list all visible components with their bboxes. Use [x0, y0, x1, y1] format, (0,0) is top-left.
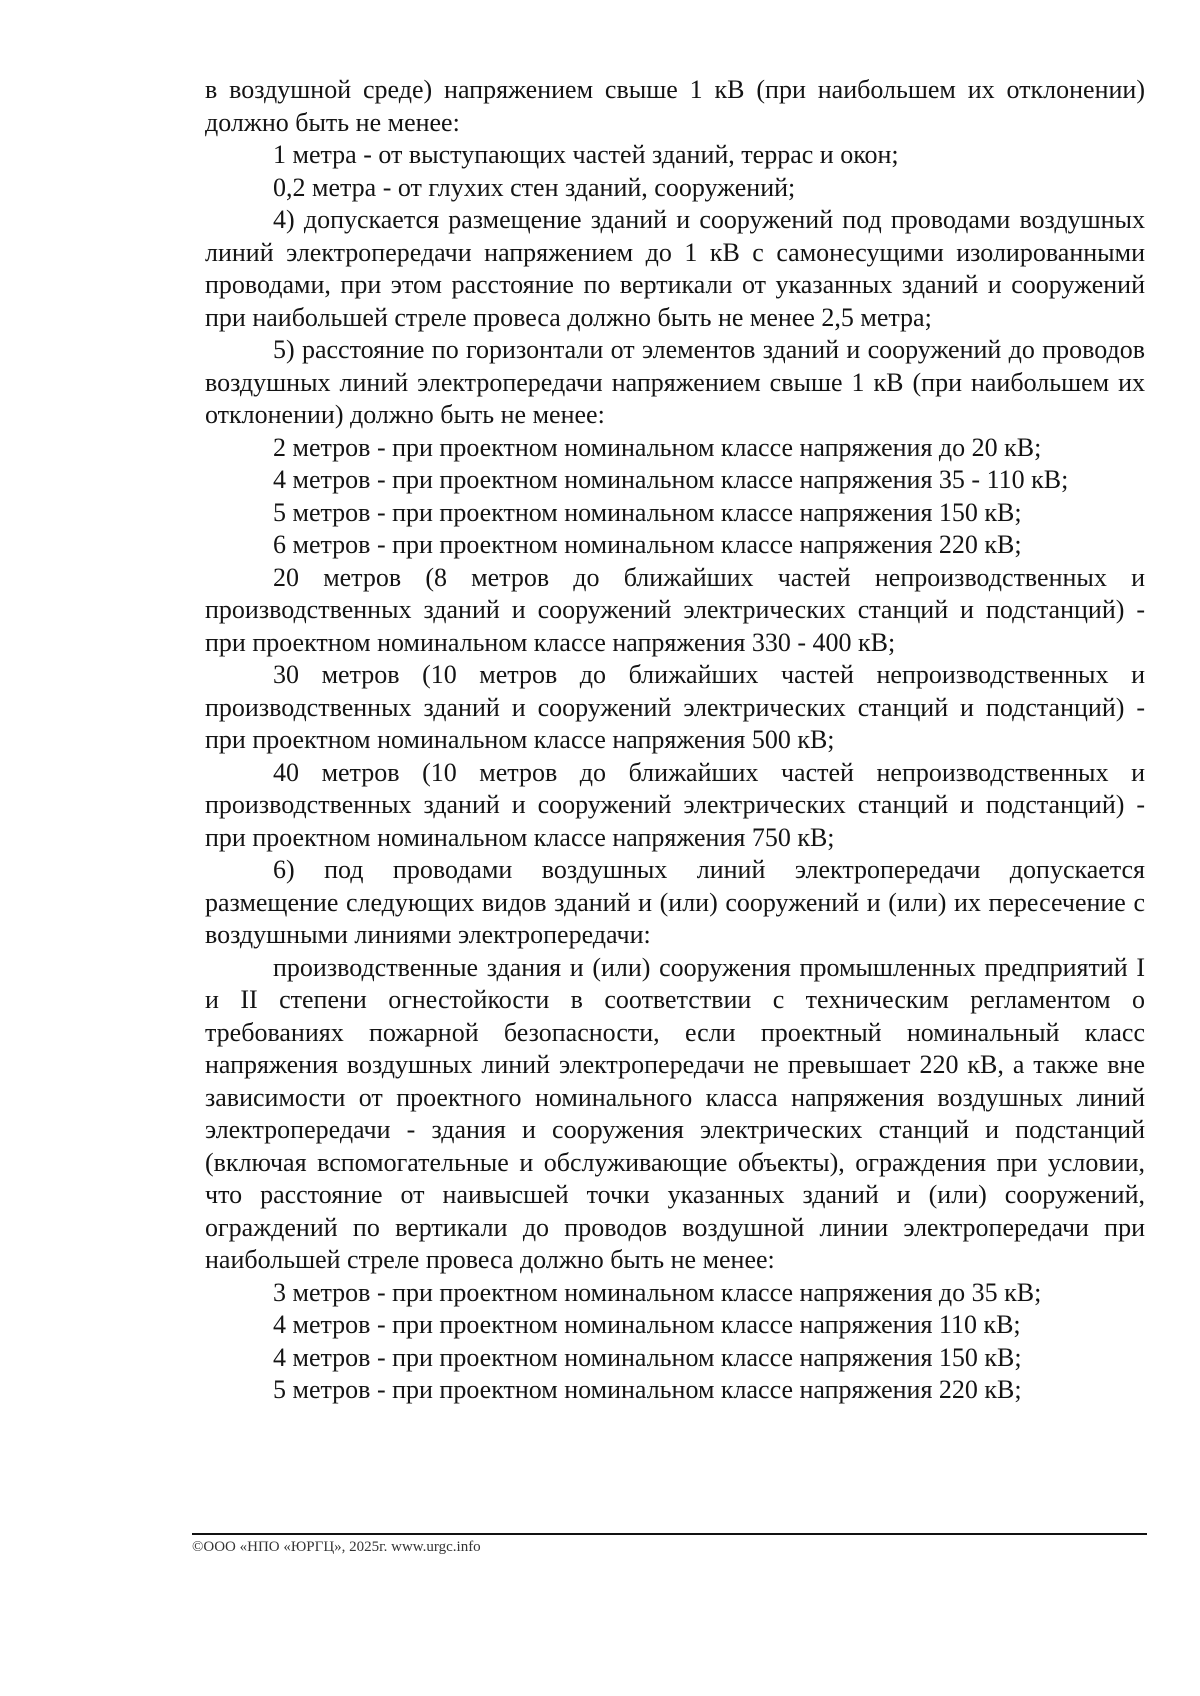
- paragraph: 4) допускается размещение зданий и сооружений под проводами воздушных линий электропередачи напряжением до 1 кВ с самонесущими изолированными проводами, при этом расстояние по вертикали от указанных зданий и сооружений при наибольшей стреле провеса должно быть не менее 2,5 метра;: [205, 205, 1145, 332]
- paragraph: 5) расстояние по горизонтали от элементов зданий и сооружений до проводов воздушных линий электропередачи напряжением свыше 1 кВ (при наибольшем их отклонении) должно быть не менее:: [205, 335, 1145, 429]
- paragraph: производственные здания и (или) сооружения промышленных предприятий I и II степени огнестойкости в соответствии с техническим регламентом о требованиях пожарной безопасности, если проектный номинальный класс напряжения воздушных линий электропередачи не превышает 220 кВ, а также вне зависимости от проектного номинального класса напряжения воздушных линий электропередачи - здания и сооружения электрических станций и подстанций (включая вспомогательные и обслуживающие объекты), ограждения при условии, что расстояние от наивысшей точки указанных зданий и (или) сооружений, ограждений по вертикали до проводов воздушной линии электропередачи при наибольшей стреле провеса должно быть не менее:: [205, 952, 1145, 1274]
- paragraph: 20 метров (8 метров до ближайших частей непроизводственных и производственных зданий и сооружений электрических станций и подстанций) - при проектном номинальном классе напряжения 330 - 400 кВ;: [205, 562, 1145, 657]
- paragraph: 6) под проводами воздушных линий электропередачи допускается размещение следующих видов зданий и (или) сооружений и (или) их пересечение с воздушными линиями электропередачи:: [205, 855, 1145, 949]
- paragraph: 0,2 метра - от глухих стен зданий, сооружений;: [273, 172, 796, 202]
- paragraph: 5 метров - при проектном номинальном классе напряжения 150 кВ;: [273, 497, 1022, 527]
- paragraph: 4 метров - при проектном номинальном классе напряжения 110 кВ;: [273, 1310, 1021, 1339]
- paragraph: в воздушной среде) напряжением свыше 1 кВ (при наибольшем их отклонении) должно быть не менее:: [205, 75, 1145, 137]
- paragraph: 5 метров - при проектном номинальном классе напряжения 220 кВ;: [273, 1375, 1022, 1404]
- footer-copyright: ©ООО «НПО «ЮРГЦ», 2025г. www.urgc.info: [192, 1539, 481, 1555]
- paragraph: 3 метров - при проектном номинальном классе напряжения до 35 кВ;: [273, 1277, 1042, 1307]
- paragraph: 1 метра - от выступающих частей зданий, террас и окон;: [273, 140, 899, 169]
- paragraph: 4 метров - при проектном номинальном классе напряжения 150 кВ;: [273, 1342, 1022, 1372]
- footer-divider: [192, 1533, 1147, 1535]
- paragraph: 6 метров - при проектном номинальном классе напряжения 220 кВ;: [273, 530, 1022, 559]
- paragraph: 4 метров - при проектном номинальном классе напряжения 35 - 110 кВ;: [273, 465, 1069, 494]
- document-body: [205, 74, 1145, 1407]
- paragraph: 30 метров (10 метров до ближайших частей непроизводственных и производственных зданий и сооружений электрических станций и подстанций) - при проектном номинальном классе напряжения 500 кВ;: [205, 660, 1145, 754]
- paragraph: 2 метров - при проектном номинальном классе напряжения до 20 кВ;: [273, 432, 1042, 462]
- paragraph: 40 метров (10 метров до ближайших частей непроизводственных и производственных зданий и сооружений электрических станций и подстанций) - при проектном номинальном классе напряжения 750 кВ;: [205, 757, 1145, 852]
